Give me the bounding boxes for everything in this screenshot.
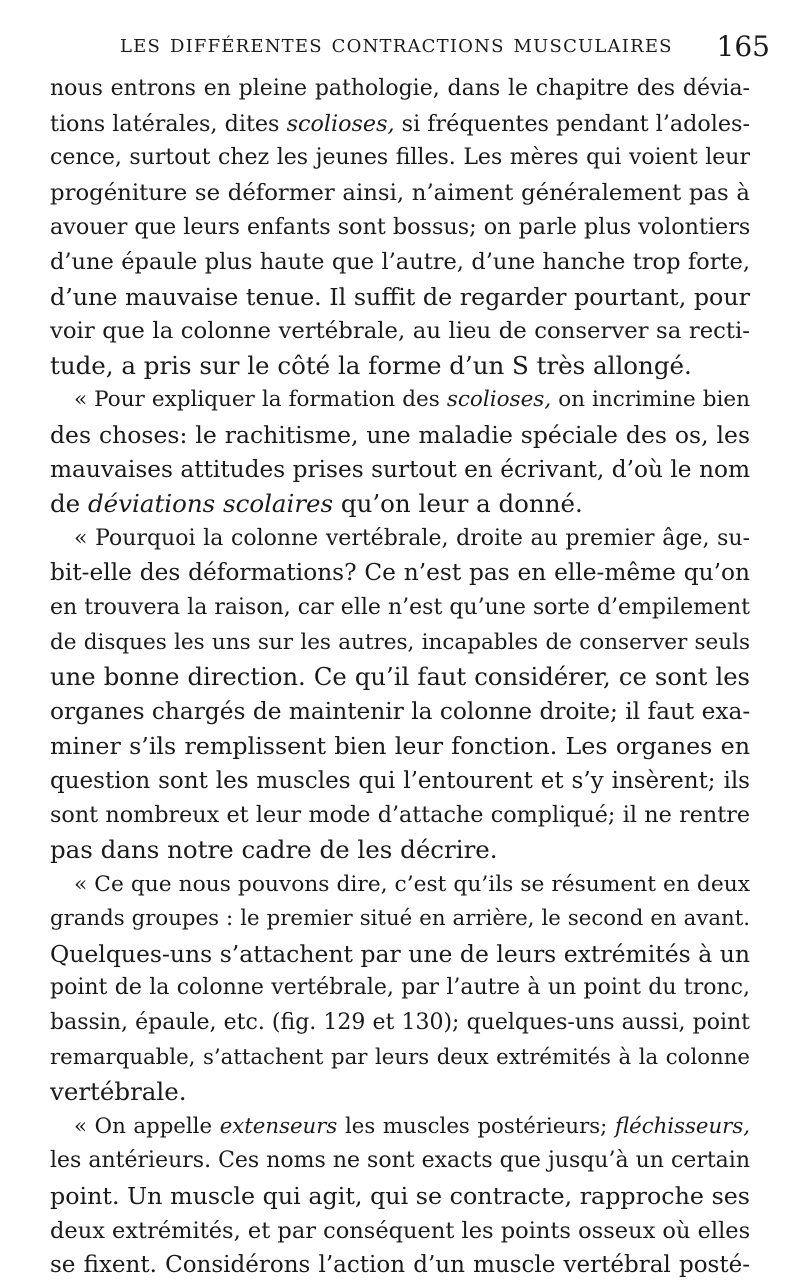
body-text	[50, 72, 750, 1283]
text-segment: sont nombreux et leur mode d’attache compliqué; il ne rentre	[50, 802, 750, 829]
text-segment: progéniture se déformer ainsi, n’aiment généralement pas à	[50, 179, 750, 206]
text-line	[50, 453, 750, 488]
text-segment: de disques les uns sur les autres, incapables de conserver seuls	[50, 629, 750, 655]
text-segment: nous entrons en pleine pathologie, dans le chapitre des dévia-	[50, 76, 750, 101]
text-segment: si fréquentes pendant l’adoles-	[394, 110, 750, 137]
italic-text: fléchisseurs,	[614, 1113, 750, 1139]
text-line	[50, 902, 750, 937]
text-line	[50, 72, 750, 107]
italic-text: scolioses,	[446, 387, 552, 413]
text-segment: de	[50, 489, 88, 519]
page-number: 165	[716, 30, 770, 63]
text-segment: organes chargés de maintenir la colonne droite; il faut exa-	[50, 697, 751, 725]
text-line	[50, 487, 750, 522]
text-segment: tude, a pris sur le côté la forme d’un S très allongé.	[50, 350, 692, 380]
italic-text: extenseurs	[219, 1113, 338, 1139]
text-segment: qu’on leur a donné.	[333, 489, 583, 519]
text-segment: des choses: le rachitisme, une maladie spéciale des os, les	[50, 420, 750, 449]
text-line	[50, 1110, 750, 1145]
text-line	[50, 626, 750, 661]
text-line	[50, 107, 750, 142]
text-segment: deux extrémités, et par conséquent les points osseux où elles	[50, 1217, 751, 1244]
text-line	[50, 1214, 750, 1249]
text-line	[50, 210, 750, 245]
text-line	[50, 522, 750, 557]
text-segment: grands groupes : le premier situé en arrière, le second en avant.	[50, 906, 750, 932]
text-segment: « Ce que nous pouvons dire, c’est qu’ils se résument en deux	[74, 871, 750, 897]
text-segment: une bonne direction. Ce qu’il faut considérer, ce sont les	[50, 662, 750, 692]
text-segment: « Pour expliquer la formation des	[74, 387, 447, 413]
text-segment: question sont les muscles qui l’entourent et s’y insèrent; ils	[50, 767, 750, 794]
text-segment: mauvaises attitudes prises surtout en écrivant, d’où le nom	[50, 455, 750, 483]
text-line	[50, 764, 750, 799]
text-line	[50, 833, 750, 868]
text-line	[50, 1075, 750, 1110]
text-segment: se fixent. Considérons l’action d’un muscle vertébral posté-	[50, 1252, 750, 1279]
text-line	[50, 695, 750, 730]
text-line	[50, 349, 750, 384]
text-line	[50, 971, 750, 1006]
text-line	[50, 729, 750, 764]
text-segment: pas dans notre cadre de les décrire.	[50, 835, 498, 865]
text-segment: point de la colonne vertébrale, par l’autre à un point du tronc,	[50, 975, 750, 1001]
text-segment: cence, surtout chez les jeunes filles. Les mères qui voient leur	[50, 145, 750, 171]
text-segment: les muscles postérieurs;	[337, 1113, 615, 1139]
text-line	[50, 245, 750, 280]
text-line	[50, 1041, 750, 1076]
text-segment: vertébrale.	[50, 1077, 187, 1107]
text-line	[50, 591, 750, 626]
text-line	[50, 660, 750, 695]
text-line	[50, 798, 750, 833]
text-segment: en trouvera la raison, car elle n’est qu’une sorte d’empilement	[50, 594, 750, 620]
text-line	[50, 280, 750, 315]
running-title: LES DIFFÉRENTES CONTRACTIONS MUSCULAIRES	[120, 36, 673, 57]
text-line	[50, 418, 750, 453]
text-line	[50, 383, 750, 418]
text-segment: d’une épaule plus haute que l’autre, d’une hanche trop forte,	[50, 248, 750, 275]
text-line	[50, 314, 750, 349]
text-line	[50, 1144, 750, 1179]
text-segment: « Pourquoi la colonne vertébrale, droite au premier âge, su-	[74, 525, 750, 551]
text-line	[50, 868, 750, 903]
text-segment: les antérieurs. Ces noms ne sont exacts que jusqu’à un certain	[50, 1148, 750, 1174]
text-segment: point. Un muscle qui agit, qui se contracte, rapproche ses	[50, 1182, 750, 1210]
text-segment: avouer que leurs enfants sont bossus; on parle plus volontiers	[50, 214, 751, 241]
text-line	[50, 1006, 750, 1041]
text-line	[50, 176, 750, 211]
text-line	[50, 937, 750, 972]
italic-text: scolioses,	[286, 110, 395, 137]
text-segment: tions latérales, dites	[50, 110, 287, 137]
text-segment: voir que la colonne vertébrale, au lieu de conserver sa recti-	[50, 318, 750, 345]
page-header	[50, 30, 770, 64]
text-segment: bit-elle des déformations? Ce n’est pas en elle-même qu’on	[50, 559, 750, 587]
text-segment: remarquable, s’attachent par leurs deux extrémités à la colonne	[50, 1044, 750, 1070]
text-line	[50, 1179, 750, 1214]
text-segment: bassin, épaule, etc. (fig. 129 et 130); quelques-uns aussi, point	[50, 1010, 750, 1036]
text-segment: d’une mauvaise tenue. Il suffit de regarder pourtant, pour	[50, 282, 750, 311]
text-segment: Quelques-uns s’attachent par une de leurs extrémités à un	[50, 939, 750, 968]
text-line	[50, 141, 750, 176]
text-line	[50, 1248, 750, 1283]
text-segment: on incrimine bien	[551, 387, 750, 413]
text-segment: « On appelle	[74, 1113, 220, 1139]
text-line	[50, 556, 750, 591]
text-segment: miner s’ils remplissent bien leur fonction. Les organes en	[50, 732, 750, 761]
italic-text: déviations scolaires	[87, 489, 334, 519]
